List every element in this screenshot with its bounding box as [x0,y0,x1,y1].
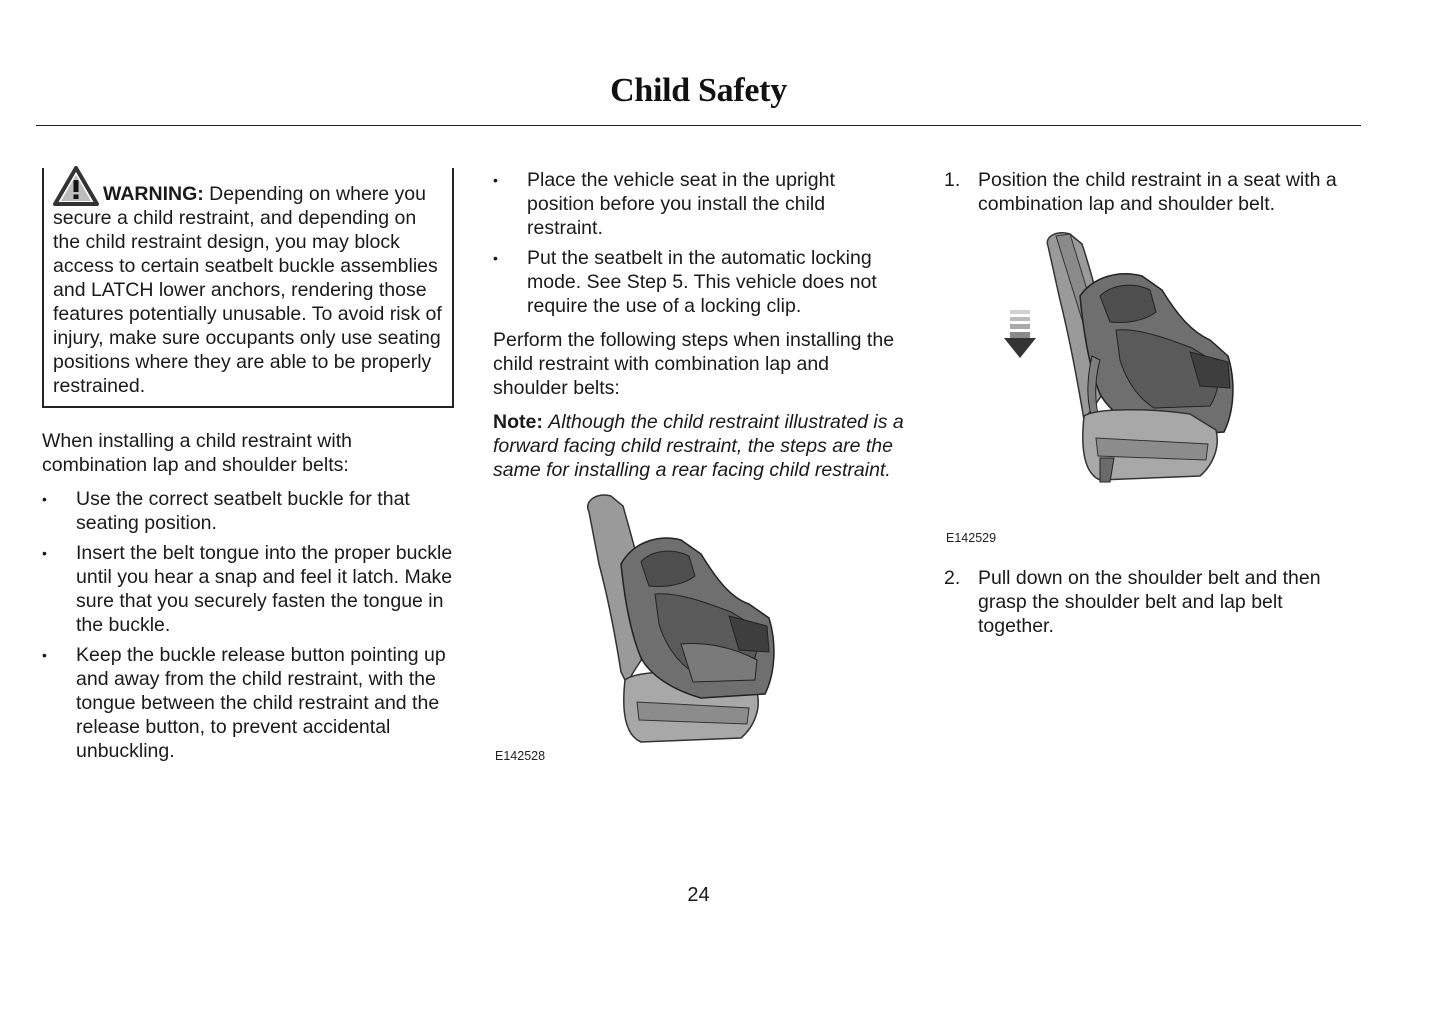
page-title: Child Safety [610,72,787,109]
belt-guidelines-list [42,487,454,763]
list-item: 2. Pull down on the shoulder belt and then grasp the shoulder belt and lap belt together. [944,567,1321,637]
list-item: • Insert the belt tongue into the proper buckle until you hear a snap and feel it latch. Make sure that you securely fasten the tongue in the buckle. [42,542,453,636]
figure-child-seat-belt [944,228,1356,545]
note-text: Although the child restraint illustrated is a forward facing child restraint, the steps are the same for installing a rear facing child restraint. [493,411,904,481]
bullet-icon: • [42,491,47,507]
list-item: • Use the correct seatbelt buckle for that seating position. [42,488,410,534]
warning-triangle-icon [53,166,99,206]
column-3 [944,168,1356,638]
child-seat-belt-illustration [944,228,1356,512]
list-item: • Put the seatbelt in the automatic locking mode. See Step 5. This vehicle does not require the use of a locking clip. [493,247,877,317]
intro-paragraph: When installing a child restraint with combination lap and shoulder belts: [42,430,352,476]
page-number: 24 [687,884,710,906]
header-rule [36,125,1361,126]
seat-prep-list [493,168,905,318]
child-seat-illustration [493,492,905,762]
list-item: 1. Position the child restraint in a seat with a combination lap and shoulder belt. [944,169,1337,215]
warning-label: WARNING: [103,183,204,205]
steps-intro-paragraph: Perform the following steps when installing the child restraint with combination lap and shoulder belts: [493,329,895,399]
figure-child-seat [493,492,905,762]
column-1 [42,168,454,773]
column-2 [493,168,905,762]
note-paragraph [493,410,905,482]
bullet-icon: • [42,545,47,561]
bullet-icon: • [493,250,498,266]
list-item: • Keep the buckle release button pointing up and away from the child restraint, with the tongue between the child restraint and the release button, to prevent accidental unbuckling. [42,644,446,762]
figure-code: E142529 [946,531,997,545]
down-arrow-icon [1004,310,1036,358]
bullet-icon: • [42,647,47,663]
steps-list-2 [944,566,1356,638]
warning-text: Depending on where you secure a child restraint, and depending on the child restraint design, you may block access to certain seatbelt buckle assemblies and LATCH lower anchors, rendering those features potentially unusable. To avoid risk of injury, make sure occupants only use seating positions where they are able to be properly restrained. [53,183,442,397]
figure-code: E142528 [495,749,546,763]
warning-box [42,168,454,408]
list-item: • Place the vehicle seat in the upright position before you install the child restraint. [493,169,835,239]
bullet-icon: • [493,172,498,188]
steps-list-1 [944,168,1356,216]
note-label: Note: [493,411,543,433]
